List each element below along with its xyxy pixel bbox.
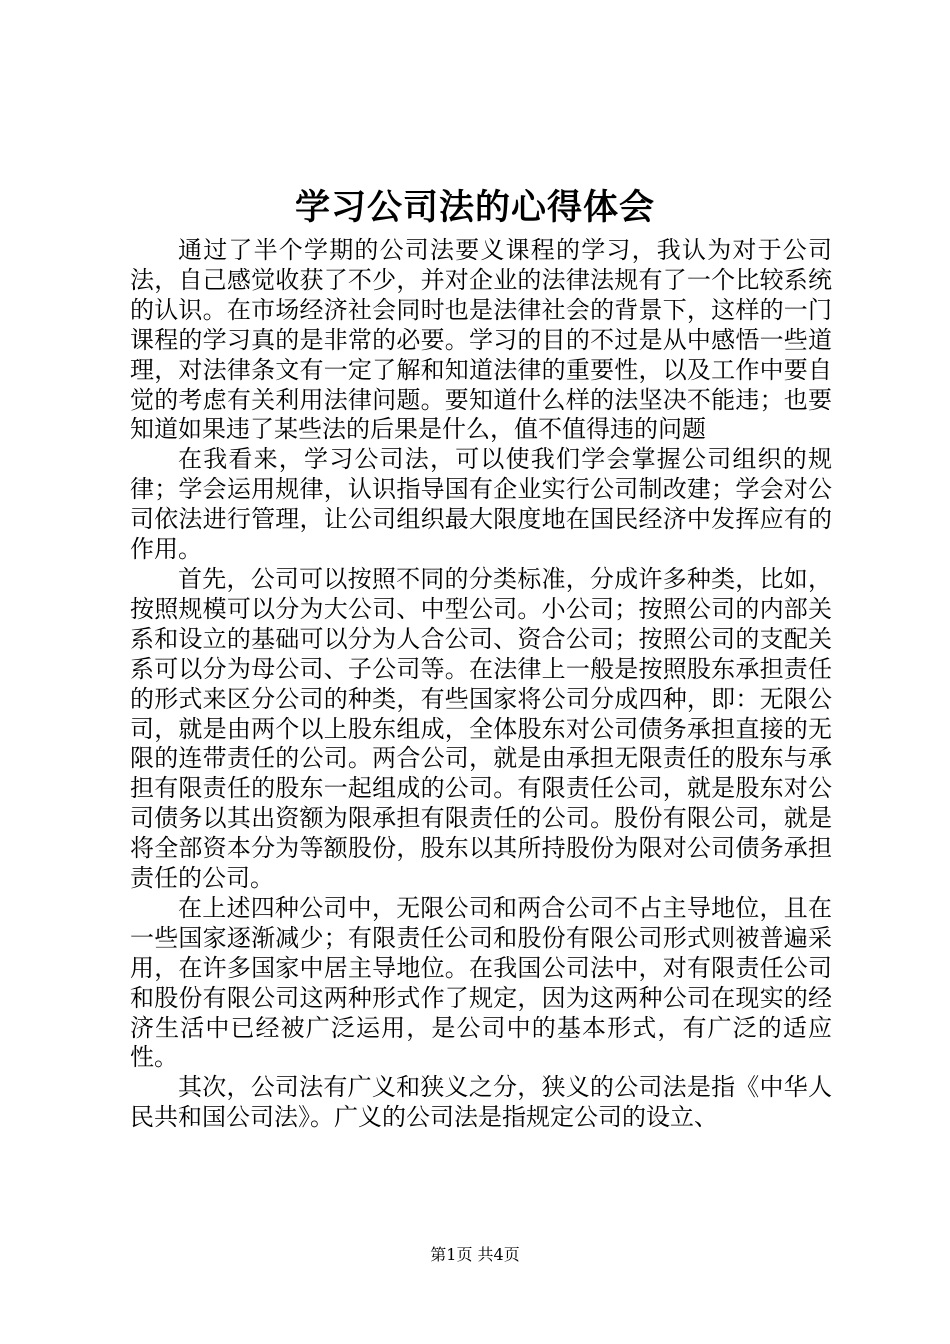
paragraph: 首先，公司可以按照不同的分类标准，分成许多种类，比如，按照规模可以分为大公司、中型公司。小公司；按照公司的内部关系和设立的基础可以分为人合公司、资合公司；按照公司的支配关系可以分为母公司、子公司等。在法律上一般是按照股东承担责任的形式来区分公司的种类，有些国家将公司分成四种，即：无限公司，就是由两个以上股东组成，全体股东对公司债务承担直接的无限的连带责任的公司。两合公司，就是由承担无限责任的股东与承担有限责任的股东一起组成的公司。有限责任公司，就是股东对公司债务以其出资额为限承担有限责任的公司。股份有限公司，就是将全部资本分为等额股份，股东以其所持股份为限对公司债务承担责任的公司。 [130, 564, 832, 893]
paragraph: 在我看来，学习公司法，可以使我们学会掌握公司组织的规律；学会运用规律，认识指导国有企业实行公司制改建；学会对公司依法进行管理，让公司组织最大限度地在国民经济中发挥应有的作用。 [130, 445, 832, 564]
page-number-footer: 第1页 共4页 [430, 1245, 520, 1264]
paragraph: 通过了半个学期的公司法要义课程的学习，我认为对于公司法，自己感觉收获了不少，并对企业的法律法规有了一个比较系统的认识。在市场经济社会同时也是法律社会的背景下，这样的一门课程的学习真的是非常的必要。学习的目的不过是从中感悟一些道理，对法律条文有一定了解和知道法律的重要性，以及工作中要自觉的考虑有关利用法律问题。要知道什么样的法坚决不能违；也要知道如果违了某些法的后果是什么，值不值得违的问题 [130, 236, 832, 444]
paragraph: 其次，公司法有广义和狭义之分，狭义的公司法是指《中华人民共和国公司法》。广义的公司法是指规定公司的设立、 [130, 1073, 832, 1132]
paragraph: 在上述四种公司中，无限公司和两合公司不占主导地位，且在一些国家逐渐减少；有限责任公司和股份有限公司形式则被普遍采用，在许多国家中居主导地位。在我国公司法中，对有限责任公司和股份有限公司这两种形式作了规定，因为这两种公司在现实的经济生活中已经被广泛运用，是公司中的基本形式，有广泛的适应性。 [130, 893, 832, 1072]
document-title: 学习公司法的心得体会 [294, 187, 655, 228]
document-body [130, 236, 832, 1133]
